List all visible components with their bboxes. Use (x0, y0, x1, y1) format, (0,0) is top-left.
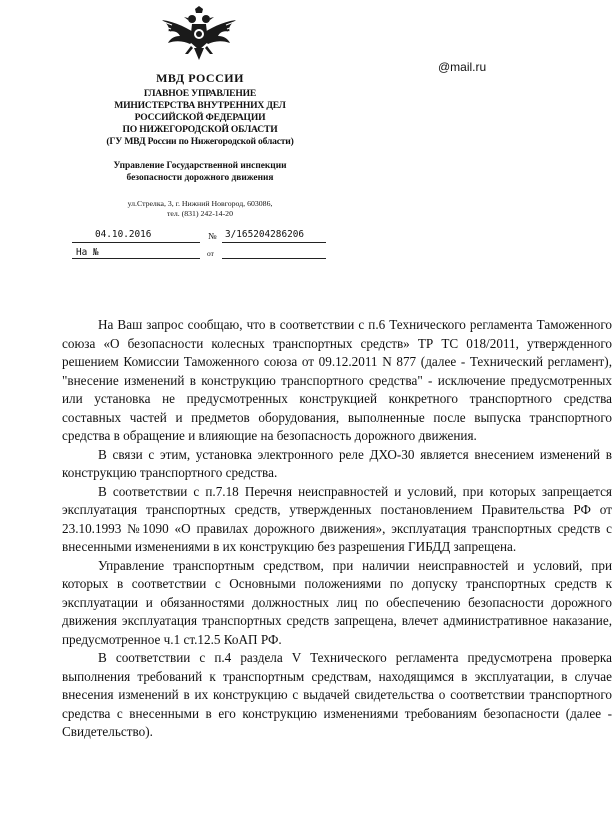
division-block (70, 160, 330, 184)
department-line: ГЛАВНОЕ УПРАВЛЕНИЕ (143, 88, 257, 99)
department-line: МИНИСТЕРСТВА ВНУТРЕННИХ ДЕЛ (114, 100, 286, 111)
number-underline (222, 242, 326, 243)
phone-line: тел. (831) 242-14-20 (167, 209, 233, 218)
body-paragraph: В соответствии с п.7.18 Перечня неисправностей и условий, при которых запрещается эксплуатация транспортных средств, утвержденных постановлением Правительства РФ от 23.10.1993 №1090 «О правилах дорожного движения», эксплуатация транспортных средств с внесенными изменениями в их конструкцию без разрешения ГИБДД запрещена. (62, 483, 612, 554)
body-paragraph: В связи с этим, установка электронного реле ДХО-30 является внесением изменений в конструкцию транспортного средства. (62, 446, 612, 480)
address-block (70, 199, 330, 219)
letter-number: 3/165204286206 (225, 229, 305, 240)
body-paragraph: В соответствии с п.4 раздела V Технического регламента предусмотрена проверка выполнения требований к транспортным средствам, находящимся в эксплуатации, в случае внесения изменений в их конструкцию с выдачей свидетельства о соответствии транспортного средства с внесенными в его конструкцию изменениями требованиям безопасности (далее - Свидетельство). (62, 650, 612, 739)
body-paragraph: На Ваш запрос сообщаю, что в соответствии с п.6 Технического регламента Таможенного союза «О безопасности колесных транспортных средств» ТР ТС 018/2011, утвержденного решением Комиссии Таможенного союза от 09.12.2011 N 877 (далее - Технический регламент), "внесение изменений в конструкцию транспортного средства" - исключение предусмотренных или установка не предусмотренных конструкцией конкретного транспортного средства составных частей и предметов оборудования, выполненные после выпуска транспортного средства в обращение и влияющие на безопасность дорожного движения. (62, 317, 612, 443)
department-block (70, 88, 330, 148)
recipient-email: @mail.ru (438, 60, 487, 74)
body-paragraph: Управление транспортным средством, при наличии неисправностей и условий, при которых в соответствии с Основными положениями по допуску транспортных средств к эксплуатации и обязанностями должностных лиц по обеспечению безопасности дорожного движения эксплуатация транспортных средств запрещена, влечет административное наказание, предусмотренное ч.1 ст.12.5 КоАП РФ. (62, 557, 612, 647)
division-line: безопасности дорожного движения (126, 173, 274, 183)
department-line: РОССИЙСКОЙ ФЕДЕРАЦИИ (134, 112, 266, 123)
letter-date: 04.10.2016 (95, 229, 152, 240)
letter-body (62, 316, 612, 742)
reference-label: На № (76, 247, 99, 258)
eagle-emblem-icon (158, 6, 240, 68)
date-underline (72, 242, 200, 243)
number-label: № (208, 231, 217, 241)
reference-underline (72, 258, 200, 259)
department-line: ПО НИЖЕГОРОДСКОЙ ОБЛАСТИ (122, 124, 278, 135)
address-line: ул.Стрелка, 3, г. Нижний Новгород, 603086, (127, 199, 273, 208)
ministry-title: МВД РОССИИ (156, 71, 244, 85)
department-line: (ГУ МВД России по Нижегородской области) (106, 136, 294, 147)
from-label: от (207, 249, 214, 258)
division-line: Управление Государственной инспекции (113, 161, 287, 171)
from-underline (222, 258, 326, 259)
